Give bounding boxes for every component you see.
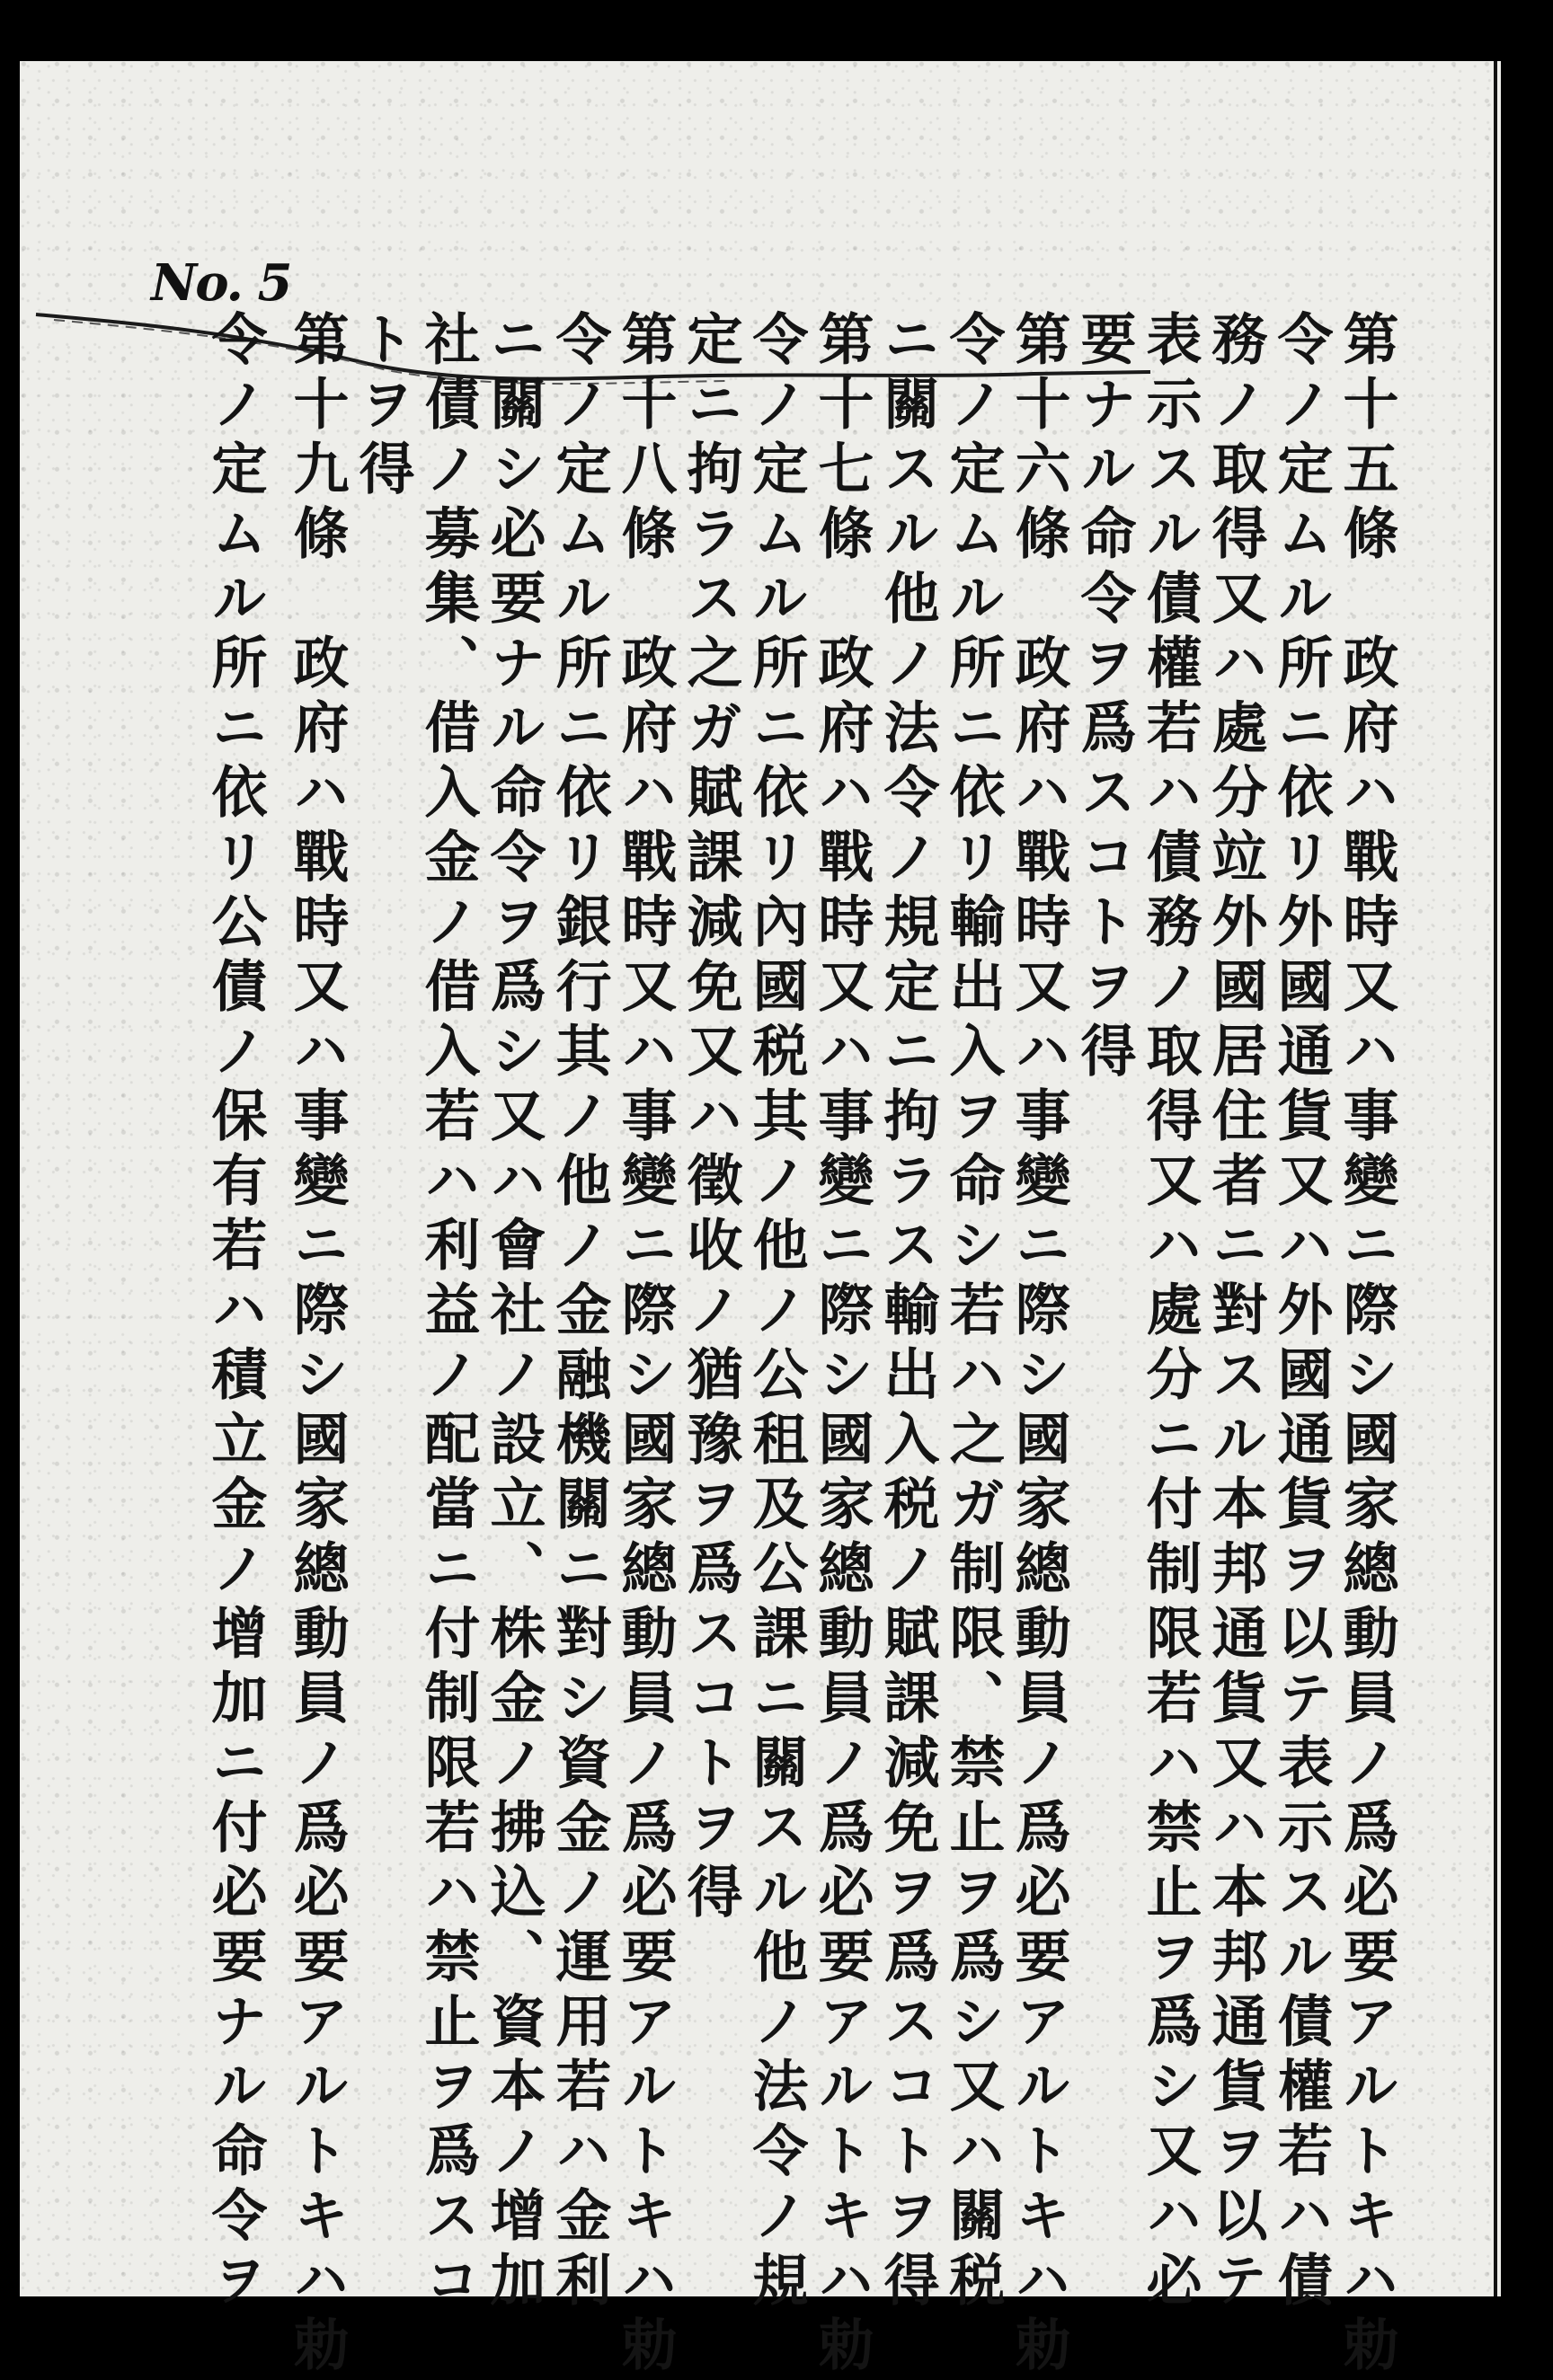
text-column: ニ關シ必要ナル命令ヲ爲シ又ハ會社ノ設立、株金ノ拂込、資本ノ增加 [481, 310, 546, 2315]
text-column: 務ノ取得又ハ處分竝外國居住者ニ對スル本邦通貨又ハ本邦通貨ヲ以テ [1202, 310, 1268, 2315]
text-column: 第十五條 政府ハ戰時又ハ事變ニ際シ國家總動員ノ爲必要アルトキハ勅 [1334, 310, 1399, 2380]
text-column: 第十六條 政府ハ戰時又ハ事變ニ際シ國家總動員ノ爲必要アルトキハ勅 [1006, 310, 1071, 2380]
text-column: 令ノ定ムル所ニ依リ輸出入ヲ命シ若ハ之ガ制限、禁止ヲ爲シ又ハ關税 [940, 310, 1006, 2315]
text-column: 令ノ定ムル所ニ依リ公債ノ保有若ハ積立金ノ增加ニ付必要ナル命令ヲ [202, 310, 268, 2315]
text-column: 社債ノ募集、借入金ノ借入若ハ利益ノ配當ニ付制限若ハ禁止ヲ爲スコ [415, 310, 481, 2315]
page-number: No. 5 [151, 253, 291, 313]
text-column: 第十七條 政府ハ戰時又ハ事變ニ際シ國家總動員ノ爲必要アルトキハ勅 [809, 310, 874, 2380]
text-column: トヲ得 [350, 310, 415, 504]
text-column: 第十八條 政府ハ戰時又ハ事變ニ際シ國家總動員ノ爲必要アルトキハ勅 [612, 310, 678, 2380]
text-column: 令ノ定ムル所ニ依リ外國通貨又ハ外國通貨ヲ以テ表示スル債權若ハ債 [1268, 310, 1334, 2315]
text-column: 要ナル命令ヲ爲スコトヲ得 [1071, 310, 1137, 1086]
text-column: 第十九條 政府ハ戰時又ハ事變ニ際シ國家總動員ノ爲必要アルトキハ勅 [284, 310, 350, 2380]
text-column: 定ニ拘ラス之ガ賦課減免又ハ徵收ノ猶豫ヲ爲スコトヲ得 [678, 310, 743, 1927]
text-column: ニ關スル他ノ法令ノ規定ニ拘ラス輸出入税ノ賦課減免ヲ爲スコトヲ得 [874, 310, 940, 2315]
text-column: 令ノ定ムル所ニ依リ內國税其ノ他ノ公租及公課ニ關スル他ノ法令ノ規 [743, 310, 809, 2315]
text-column: 表示スル債權若ハ債務ノ取得又ハ處分ニ付制限若ハ禁止ヲ爲シ又ハ必 [1137, 310, 1202, 2315]
text-column: 令ノ定ムル所ニ依リ銀行其ノ他ノ金融機關ニ對シ資金ノ運用若ハ金利 [546, 310, 612, 2315]
